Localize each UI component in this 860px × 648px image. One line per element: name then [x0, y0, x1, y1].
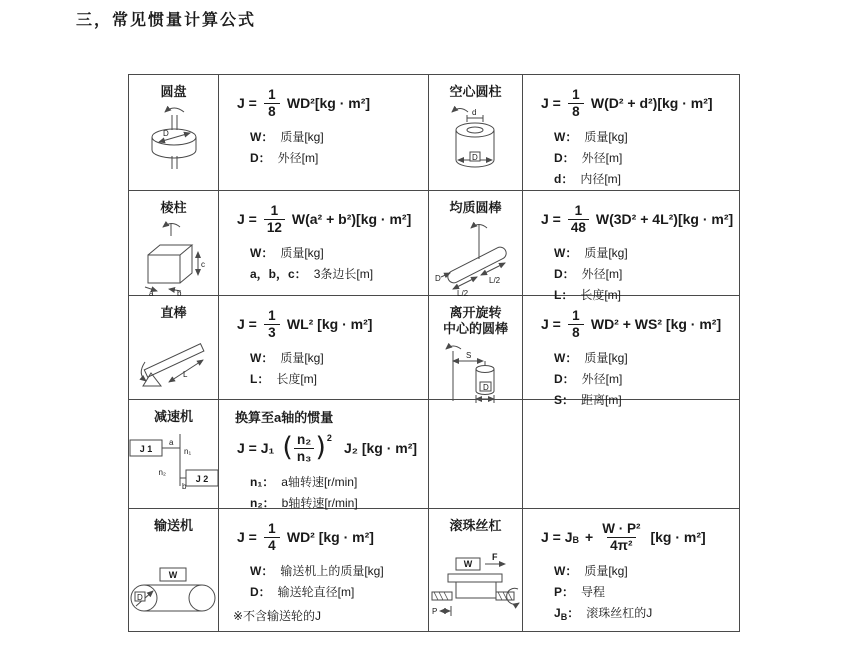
- variable-list: [554, 562, 735, 621]
- fraction: $\frac{1}{8}$: [264, 87, 280, 119]
- formula-heading: 换算至a轴的惯量: [235, 410, 334, 425]
- formula-lhs: J =: [237, 316, 257, 333]
- cell-conveyor: [129, 509, 219, 631]
- formula-hollow-cylinder: [541, 87, 735, 119]
- shape-name-offset-rod: 离开旋转 中心的圆棒: [442, 305, 508, 337]
- label-a: a: [148, 289, 153, 299]
- formula-lhs: J =: [541, 211, 561, 228]
- formula-rhs: WD² + WS² [kg · m²]: [590, 316, 722, 333]
- formula-lhs: J =: [237, 529, 257, 546]
- fraction: $\frac{1}{8}$: [568, 308, 584, 340]
- shape-name-disc: 圆盘: [160, 84, 187, 99]
- variable-line: D： 外径[m]: [554, 267, 623, 282]
- label-W: W: [463, 559, 472, 570]
- fraction: $\frac{\text{W · P²}}{\text{4π²}}$: [602, 521, 641, 553]
- formula-cell-disc: [219, 75, 429, 191]
- formula-cell-prism: [219, 191, 429, 296]
- formula-conveyor: [237, 521, 424, 553]
- variable-line: W： 质量[kg]: [250, 246, 324, 261]
- label-J2: J 2: [195, 474, 208, 485]
- variable-line: d： 内径[m]: [554, 172, 622, 187]
- label-D: D: [136, 593, 143, 603]
- variable-line: D： 外径[m]: [250, 151, 319, 166]
- variable-line: D： 输送轮直径[m]: [250, 585, 355, 600]
- variable-line: W： 质量[kg]: [250, 351, 324, 366]
- variable-list: [250, 473, 424, 511]
- formula-cell-conveyor: [219, 509, 429, 631]
- label-P: P: [431, 607, 437, 617]
- conveyor-figure: [128, 560, 220, 625]
- variable-line: W： 质量[kg]: [554, 351, 628, 366]
- variable-list: [554, 128, 735, 187]
- variable-list: [250, 349, 424, 387]
- formula-lhs: J =: [237, 211, 257, 228]
- label-n1: n₁: [183, 447, 191, 457]
- hollow-cylinder-figure: [438, 103, 514, 192]
- variable-line: W： 输送机上的质量[kg]: [250, 564, 384, 579]
- empty-cell: [523, 400, 739, 509]
- shape-name-conveyor: 输送机: [153, 518, 193, 533]
- shape-name-uniform-rod: 均质圆棒: [449, 200, 502, 215]
- variable-list: [250, 562, 424, 600]
- formula-lhs: J =: [237, 95, 257, 112]
- uniform-rod-figure: [433, 219, 519, 302]
- shape-name-reducer: 减速机: [153, 409, 193, 424]
- cell-straight-rod: [129, 296, 219, 400]
- cell-uniform-rod: [429, 191, 523, 299]
- variable-line: W： 质量[kg]: [250, 130, 324, 145]
- shape-name-straight-rod: 直棒: [160, 305, 187, 320]
- variable-list: [554, 244, 735, 303]
- formula-straight-rod: [237, 308, 424, 340]
- shape-name-ball-screw: 滚珠丝杠: [449, 518, 502, 533]
- plus-operator: +: [585, 529, 594, 546]
- variable-line: n₂： b轴转速[r/min]: [250, 496, 358, 511]
- formula-rhs: W(D² + d²)[kg · m²]: [590, 95, 713, 112]
- variable-line: L： 长度[m]: [554, 288, 622, 303]
- label-J1: J 1: [139, 444, 152, 455]
- fraction: $\frac{\text{n₂}}{\text{n₃}}$: [294, 432, 315, 464]
- fraction: $\frac{1}{12}$: [264, 203, 285, 235]
- formula-ball-screw: [541, 521, 735, 553]
- empty-cell: [429, 400, 523, 509]
- formula-cell-reducer: [219, 400, 429, 509]
- variable-list: [250, 128, 424, 166]
- cell-disc: [129, 75, 219, 191]
- shape-name-prism: 棱柱: [160, 200, 187, 215]
- variable-line: W： 质量[kg]: [554, 246, 628, 261]
- formula-rhs: WD²[kg · m²]: [286, 95, 371, 112]
- formula-cell-offset-rod: [523, 296, 739, 408]
- label-S: S: [465, 350, 471, 360]
- variable-line: a，b，c： 3条边长[m]: [250, 267, 374, 282]
- variable-line: S： 距离[m]: [554, 393, 622, 408]
- variable-line: W： 质量[kg]: [554, 130, 628, 145]
- prism-figure: [135, 219, 213, 302]
- label-F: F: [491, 552, 497, 563]
- formula-lhs: J =: [541, 316, 561, 333]
- exponent: 2: [326, 433, 332, 444]
- close-paren: ): [315, 431, 326, 463]
- formula-lhs: J = J₁: [237, 440, 275, 457]
- variable-line: $J_B$： 滚珠丝杠的J: [554, 606, 653, 623]
- shape-name-hollow-cylinder: 空心圆柱: [449, 84, 502, 99]
- variable-line: D： 外径[m]: [554, 372, 623, 387]
- formula-rhs: W(a² + b²)[kg · m²]: [291, 211, 412, 228]
- label-L2: L/2: [488, 276, 500, 286]
- variable-line: L： 长度[m]: [250, 372, 318, 387]
- formula-rhs: J₂ [kg · m²]: [343, 440, 418, 457]
- formula-rhs: W(3D² + 4L²)[kg · m²]: [595, 211, 734, 228]
- fraction: $\frac{1}{8}$: [568, 87, 584, 119]
- label-W: W: [168, 570, 177, 581]
- cell-prism: [129, 191, 219, 299]
- formula-rhs: WL² [kg · m²]: [286, 316, 373, 333]
- label-d: d: [471, 108, 476, 118]
- open-paren: (: [282, 431, 293, 463]
- label-D: D: [434, 274, 441, 284]
- disc-figure: [138, 103, 210, 188]
- variable-list: [250, 244, 424, 282]
- label-L: L: [182, 370, 187, 380]
- variable-line: W： 质量[kg]: [554, 564, 628, 579]
- label-D: D: [471, 153, 478, 163]
- label-a: a: [168, 438, 173, 448]
- cell-offset-rod: [429, 296, 523, 400]
- formula-reducer: [237, 432, 424, 464]
- label-c: c: [200, 260, 205, 270]
- formula-note: ※不含输送轮的J: [233, 609, 322, 624]
- cell-hollow-cylinder: [429, 75, 523, 191]
- formula-cell-hollow-cylinder: [523, 75, 739, 191]
- label-L2: L/2: [456, 289, 468, 299]
- formula-rhs: WD² [kg · m²]: [286, 529, 374, 546]
- formula-cell-ball-screw: [523, 509, 739, 631]
- label-b: b: [176, 289, 181, 299]
- formula-prism: [237, 203, 424, 235]
- variable-line: n₁： a轴转速[r/min]: [250, 475, 358, 490]
- fraction: $\frac{1}{3}$: [264, 308, 280, 340]
- label-D: D: [162, 129, 169, 139]
- formula-uniform-rod: [541, 203, 735, 235]
- ball-screw-figure: [430, 550, 522, 629]
- formula-disc: [237, 87, 424, 119]
- formula-lhs-subscript: B: [572, 535, 580, 546]
- variable-line: P： 导程: [554, 585, 606, 600]
- reducer-figure: [126, 428, 222, 497]
- formula-lhs: J = J: [541, 529, 573, 546]
- formula-lhs: J =: [541, 95, 561, 112]
- variable-line: D： 外径[m]: [554, 151, 623, 166]
- inertia-formula-table: [128, 74, 740, 632]
- cell-reducer: [129, 400, 219, 509]
- fraction: $\frac{1}{48}$: [568, 203, 589, 235]
- formula-offset-rod: [541, 308, 735, 340]
- formula-cell-uniform-rod: [523, 191, 739, 303]
- label-D: D: [482, 382, 489, 392]
- label-n2: n₂: [157, 468, 166, 478]
- cell-ball-screw: [429, 509, 523, 631]
- formula-rhs: [kg · m²]: [650, 529, 706, 546]
- formula-cell-straight-rod: [219, 296, 429, 400]
- label-b: b: [181, 482, 186, 492]
- page-title: 三，常见惯量计算公式: [76, 12, 257, 29]
- straight-rod-figure: [135, 324, 213, 399]
- fraction: $\frac{1}{4}$: [264, 521, 280, 553]
